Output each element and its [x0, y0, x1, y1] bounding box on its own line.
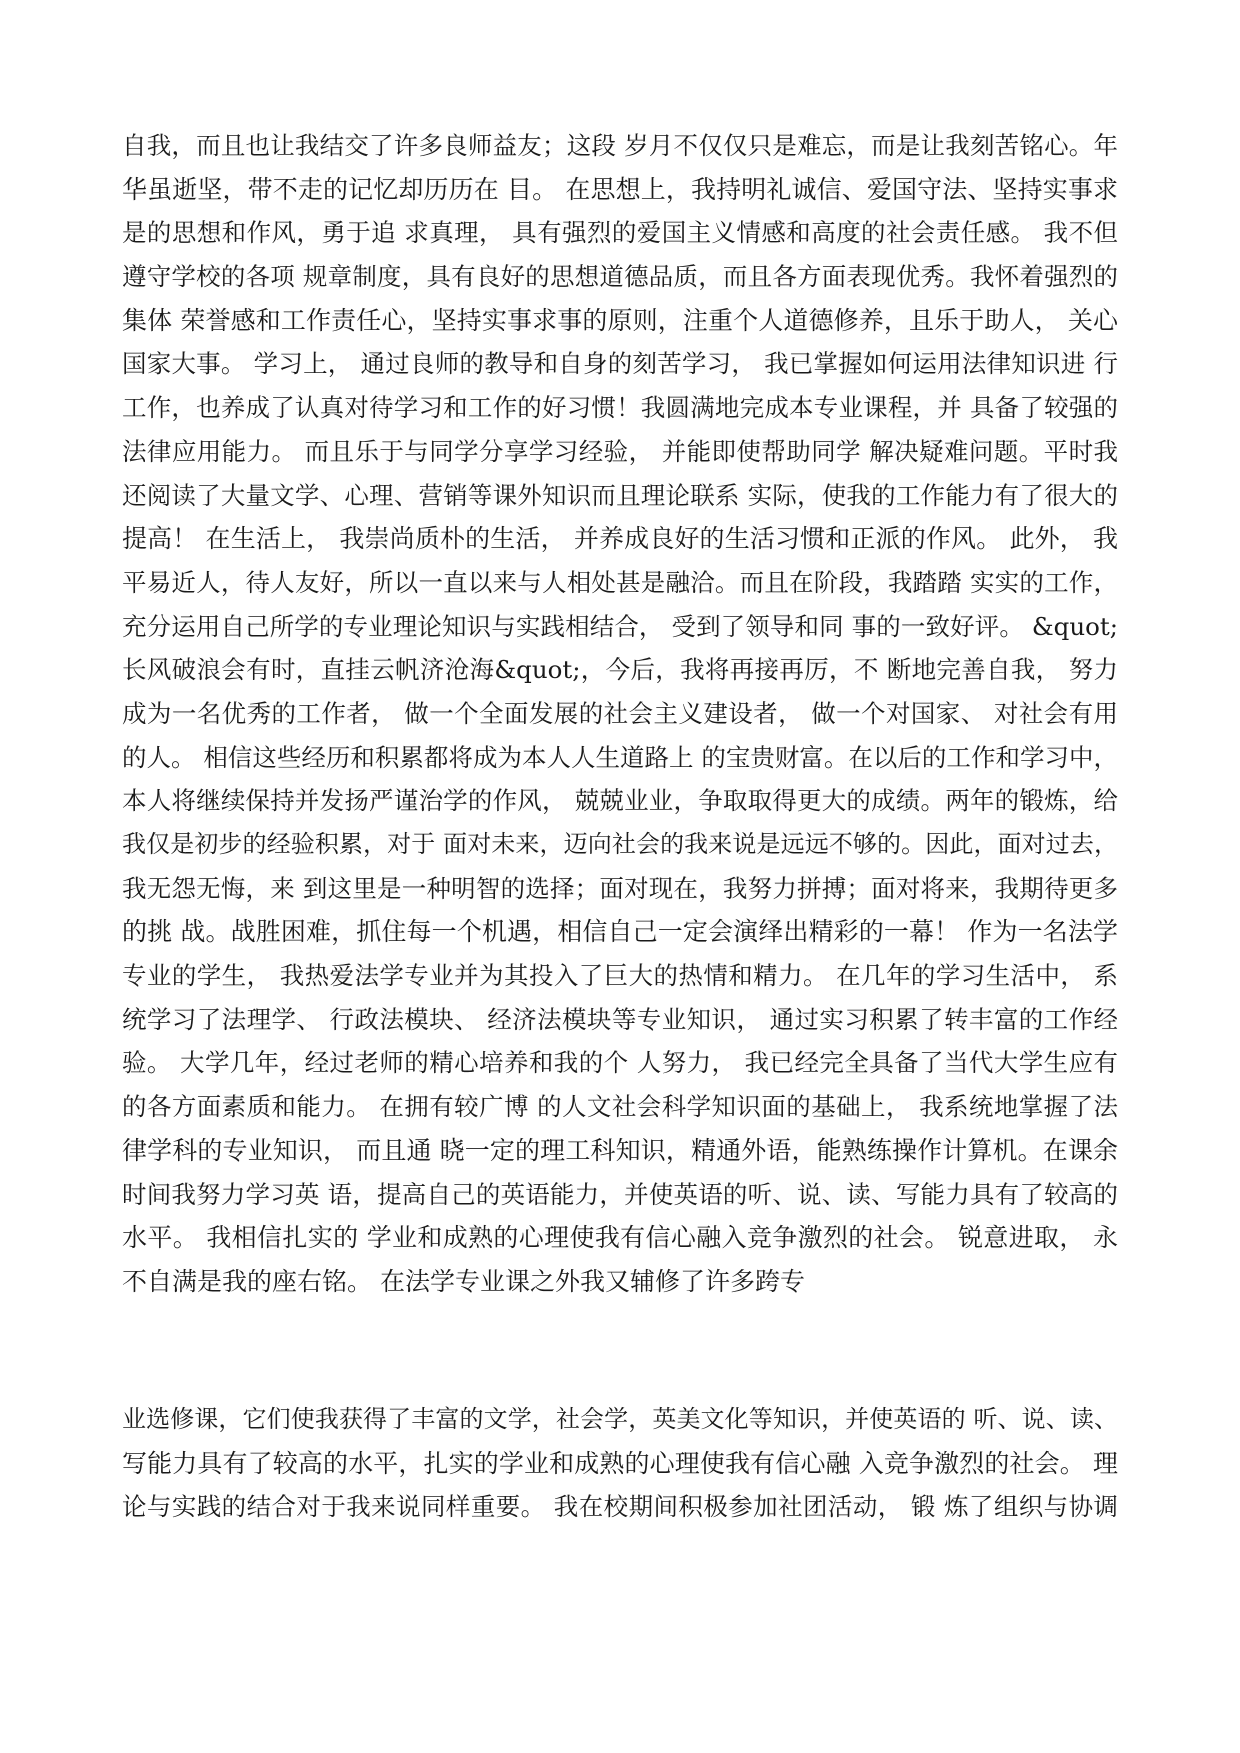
text-line: 法律应用能力。 而且乐于与同学分享学习经验， 并能即使帮助同学 解决疑难问题。平时我 — [122, 436, 1118, 466]
text-line: 写能力具有了较高的水平，扎实的学业和成熟的心理使我有信心融 入竞争激烈的社会。 理 — [122, 1448, 1118, 1478]
text-line: 还阅读了大量文学、心理、营销等课外知识而且理论联系 实际，使我的工作能力有了很大的 — [122, 480, 1118, 510]
text-line: 工作，也养成了认真对待学习和工作的好习惯！我圆满地完成本专业课程，并 具备了较强的 — [122, 393, 1118, 423]
text-line: 华虽逝坚，带不走的记忆却历历在 目。 在思想上，我持明礼诚信、爱国守法、坚持实事求 — [122, 174, 1118, 204]
text-line: 提高！ 在生活上， 我崇尚质朴的生活， 并养成良好的生活习惯和正派的作风。 此外， 我 — [122, 524, 1118, 554]
text-line: 论与实践的结合对于我来说同样重要。 我在校期间积极参加社团活动， 锻 炼了组织与协调 — [122, 1492, 1119, 1522]
text-line: 自我，而且也让我结交了许多良师益友；这段 岁月不仅仅只是难忘，而是让我刻苦铭心。年 — [122, 131, 1118, 160]
text-line: 专业的学生， 我热爱法学专业并为其投入了巨大的热情和精力。 在几年的学习生活中， 系 — [122, 961, 1118, 991]
text-line: 长风破浪会有时，直挂云帆济沧海&quot;，今后，我将再接再厉，不 断地完善自我， 努力 — [122, 655, 1118, 685]
text-line: 验。 大学几年，经过老师的精心培养和我的个 人努力， 我已经完全具备了当代大学生应有 — [122, 1048, 1118, 1078]
text-line: 我仅是初步的经验积累，对于 面对未来，迈向社会的我来说是远远不够的。因此，面对过去， — [122, 830, 1118, 858]
paragraph-1 — [122, 124, 1118, 1304]
text-line: 的各方面素质和能力。 在拥有较广博 的人文社会科学知识面的基础上， 我系统地掌握了法 — [122, 1092, 1118, 1122]
text-line: 是的思想和作风，勇于追 求真理， 具有强烈的爱国主义情感和高度的社会责任感。 我不但 — [122, 218, 1118, 248]
paragraph-2 — [122, 1398, 1118, 1529]
text-line: 的挑 战。战胜困难，抓住每一个机遇，相信自己一定会演绎出精彩的一幕！ 作为一名法学 — [122, 917, 1118, 947]
text-line: 律学科的专业知识， 而且通 晓一定的理工科知识，精通外语，能熟练操作计算机。在课余 — [122, 1135, 1118, 1165]
text-line: 集体 荣誉感和工作责任心，坚持实事求事的原则，注重个人道德修养，且乐于助人， 关心 — [122, 305, 1118, 335]
text-line: 水平。 我相信扎实的 学业和成熟的心理使我有信心融入竞争激烈的社会。 锐意进取， 永 — [122, 1223, 1118, 1253]
text-line: 充分运用自己所学的专业理论知识与实践相结合， 受到了领导和同 事的一致好评。 &quot; — [122, 611, 1118, 641]
text-line: 统学习了法理学、 行政法模块、 经济法模块等专业知识， 通过实习积累了转丰富的工作经 — [122, 1004, 1118, 1034]
text-line: 遵守学校的各项 规章制度，具有良好的思想道德品质，而且各方面表现优秀。我怀着强烈的 — [122, 262, 1118, 292]
text-line: 不自满是我的座右铭。 在法学专业课之外我又辅修了许多跨专 — [122, 1266, 805, 1296]
text-line: 时间我努力学习英 语，提高自己的英语能力，并使英语的听、说、读、写能力具有了较高的 — [122, 1179, 1118, 1209]
text-line: 平易近人，待人友好，所以一直以来与人相处甚是融洽。而且在阶段，我踏踏 实实的工作， — [122, 567, 1118, 597]
text-line: 业选修课，它们使我获得了丰富的文学，社会学，英美文化等知识，并使英语的 听、说、读、 — [122, 1405, 1118, 1433]
text-line: 的人。 相信这些经历和积累都将成为本人人生道路上 的宝贵财富。在以后的工作和学习中， — [122, 742, 1118, 772]
text-line: 国家大事。 学习上， 通过良师的教导和自身的刻苦学习， 我已掌握如何运用法律知识进 行 — [122, 349, 1118, 379]
text-line: 我无怨无悔，来 到这里是一种明智的选择；面对现在，我努力拼搏；面对将来，我期待更多 — [122, 873, 1118, 903]
text-line: 成为一名优秀的工作者， 做一个全面发展的社会主义建设者， 做一个对国家、 对社会有用 — [122, 698, 1118, 728]
text-line: 本人将继续保持并发扬严谨治学的作风， 兢兢业业，争取取得更大的成绩。两年的锻炼，给 — [122, 786, 1118, 816]
